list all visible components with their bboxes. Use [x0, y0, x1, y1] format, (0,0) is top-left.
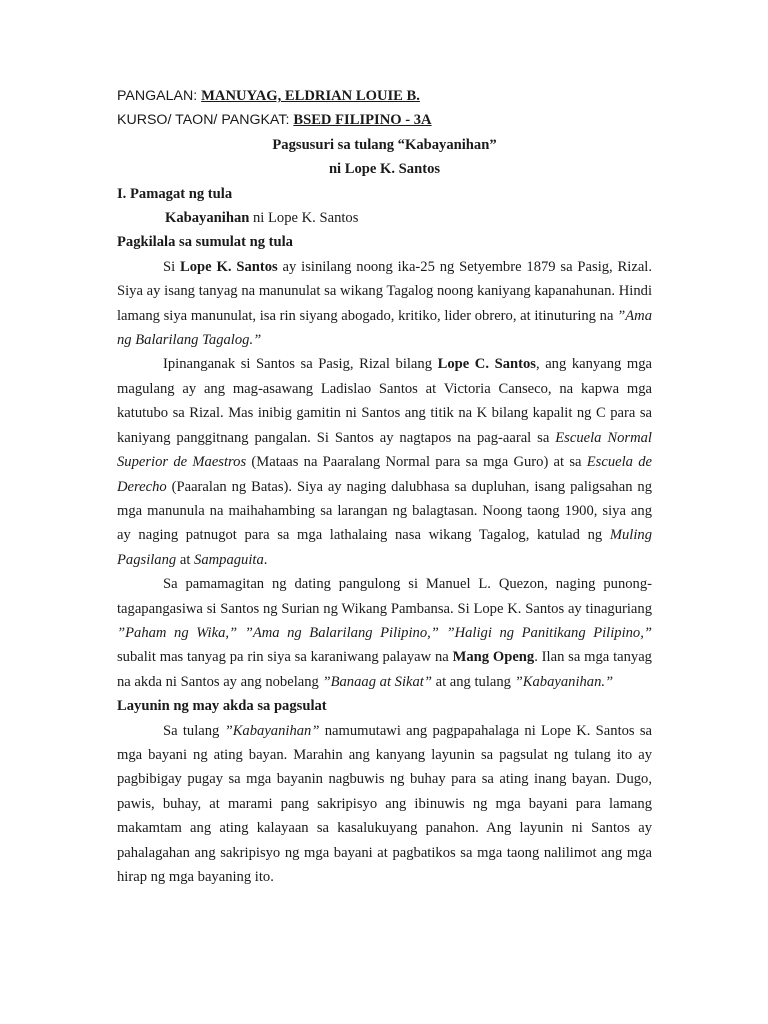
- poem-title-italic: ”Kabayanihan”: [224, 722, 320, 739]
- poem-author: ni Lope K. Santos: [249, 210, 359, 227]
- course-line: [117, 108, 652, 132]
- document-subtitle: ni Lope K. Santos: [328, 161, 441, 178]
- course-value: BSED FILIPINO - 3A: [293, 112, 432, 129]
- paragraph-4: [117, 719, 652, 890]
- section-heading-pagkilala: Pagkilala sa sumulat ng tula: [117, 234, 293, 251]
- text-run: .: [263, 551, 268, 568]
- publication-name: Sampaguita: [194, 551, 264, 568]
- text-run: (Paaralan ng Batas). Siya ay naging dalubhasa sa dupluhan, isang paligsahan ng mga manunula na maihahambing sa larangan ng balagtasan. Noong taong 1900, siya ang ay naging patnugot para sa mga lathalaing nasa wikang Tagalog, katulad ng: [117, 478, 652, 544]
- poem-title: Kabayanihan: [165, 210, 250, 227]
- paragraph-3: [117, 572, 652, 694]
- text-run: , ang kanyang mga magulang ay ang mag-asawang Ladislao Santos at Victoria Canseco, na kapwa mga katutubo sa Rizal. Mas inibig gamitin ni Santos ang titik na K bilang kapalit ng C para sa kaniyang panggitnang pangalan. Si Santos ay nagtapos na pag-aaral sa: [117, 356, 652, 446]
- poem-title-italic: ”Kabayanihan.”: [514, 673, 614, 690]
- paragraph-2: [117, 352, 652, 572]
- paragraph-1: [117, 255, 652, 353]
- poem-title-line: [117, 206, 652, 230]
- section-heading-pamagat: I. Pamagat ng tula: [117, 185, 233, 202]
- publication-name: Muling Pagsilang: [117, 527, 652, 568]
- name-line: [117, 84, 652, 108]
- italic-title: ”Ama ng Balarilang Tagalog.”: [117, 307, 652, 349]
- text-run: ay isinilang noong ika-25 ng Setyembre 1879 sa Pasig, Rizal. Siya ay isang tanyag na manunulat sa wikang Tagalog noong kaniyang kapanahunan. Hindi lamang siya manunulat, isa rin siyang abogado, kritiko, lider obrero, at itinuturing na: [117, 258, 652, 324]
- text-run: at: [176, 551, 195, 568]
- name-label: PANGALAN:: [117, 88, 198, 104]
- birth-name: Lope C. Santos: [437, 356, 536, 373]
- document-title: Pagsusuri sa tulang “Kabayanihan”: [272, 136, 497, 153]
- purpose-section: [117, 719, 652, 890]
- text-run: (Mataas na Paaralang Normal para sa mga Guro) at sa: [246, 454, 587, 471]
- text-run: Ipinanganak si Santos sa Pasig, Rizal bilang: [163, 356, 438, 373]
- course-label: KURSO/ TAON/ PANGKAT:: [117, 112, 290, 129]
- school-name: Escuela Normal Superior de Maestros: [117, 429, 652, 471]
- author-name: Lope K. Santos: [180, 258, 278, 275]
- text-run: Si: [163, 258, 181, 275]
- text-run: Sa pamamagitan ng dating pangulong si Manuel L. Quezon, naging punong-tagapangasiwa si Santos ng Surian ng Wikang Pambansa. Si Lope K. Santos ay tinaguriang: [117, 576, 652, 617]
- novel-title: ”Banaag at Sikat”: [322, 673, 432, 690]
- section-heading-layunin: Layunin ng may akda sa pagsulat: [117, 698, 327, 715]
- text-run: . Ilan sa mga tanyag na akda ni Santos ay ang nobelang: [117, 649, 652, 690]
- document-page: [117, 84, 652, 889]
- text-run: namumutawi ang pagpapahalaga ni Lope K. Santos sa mga bayani ng ating bayan. Marahin ang kanyang layunin sa pagsulat ng tulang ito ay pagbibigay pugay sa mga bayanin nagbuwis ng buhay para sa ating inang bayan. Dugo, pawis, buhay, at marami pang sakripisyo ang ibinuwis ng mga bayani para lamang makamtam ang ating kalayaan sa kasalukuyang panahon. Ang layunin ni Santos ay pahalagahan ang sakripisyo ng mga bayani at pagbatikos sa mga taong nalilimot ang mga hirap ng mga bayaning ito.: [117, 722, 652, 885]
- school-name: Escuela de Derecho: [117, 454, 652, 495]
- text-run: subalit mas tanyag pa rin siya sa karaniwang palayaw na: [117, 649, 453, 666]
- name-value: MANUYAG, ELDRIAN LOUIE B.: [201, 88, 420, 104]
- nickname: Mang Openg: [452, 649, 535, 666]
- text-run: Sa tulang: [163, 722, 225, 739]
- author-bio-section: [117, 255, 652, 694]
- italic-titles: ”Paham ng Wika,” ”Ama ng Balarilang Pilipino,” ”Haligi ng Panitikang Pilipino,”: [117, 624, 652, 641]
- text-run: at ang tulang: [431, 673, 515, 690]
